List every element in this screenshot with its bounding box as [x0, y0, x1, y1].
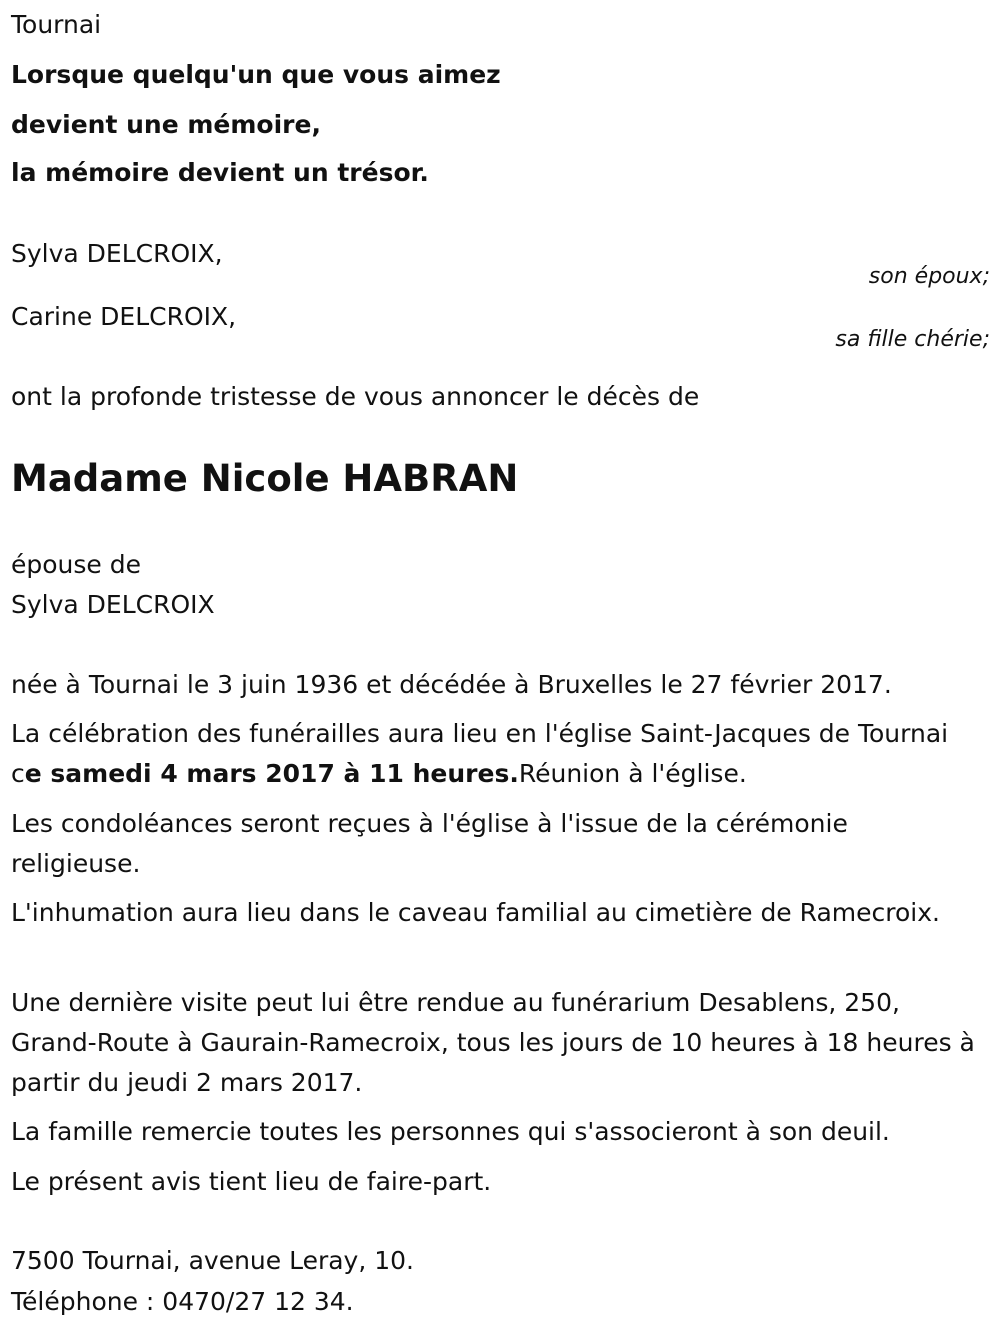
announcement-text: ont la profonde tristesse de vous annoncer le décès de	[11, 382, 700, 411]
family-member-relation-2: sa fille chérie;	[835, 327, 990, 352]
visit-text: Une dernière visite peut lui être rendue au funérarium Desablens, 250, Grand-Route à Gaurain-Ramecroix, tous les jours de 10 heures à 18 heures à partir du jeudi 2 mars 2017.	[11, 988, 975, 1097]
thanks-text: La famille remercie toutes les personnes qui s'associeront à son deuil.	[11, 1117, 890, 1146]
spouse-label: épouse de	[11, 550, 141, 579]
quote-line-2: devient une mémoire,	[11, 110, 321, 139]
spouse-name: Sylva DELCROIX	[11, 590, 215, 619]
quote-line-3: la mémoire devient un trésor.	[11, 158, 429, 187]
deceased-name: Madame Nicole HABRAN	[11, 457, 519, 500]
ceremony-text-end: Réunion à l'église.	[518, 759, 747, 788]
contact-phone: Téléphone : 0470/27 12 34.	[11, 1287, 354, 1316]
family-member-relation-1: son époux;	[868, 264, 990, 289]
birth-death-text: née à Tournai le 3 juin 1936 et décédée à Bruxelles le 27 février 2017.	[11, 670, 892, 699]
quote-line-1: Lorsque quelqu'un que vous aimez	[11, 60, 501, 89]
ceremony-date-time: e samedi 4 mars 2017 à 11 heures.	[24, 759, 519, 788]
city-label: Tournai	[11, 10, 102, 39]
burial-text: L'inhumation aura lieu dans le caveau familial au cimetière de Ramecroix.	[11, 898, 940, 927]
ceremony-text-start: La célébration des funérailles aura lieu en l'église Saint-Jacques de Tournai c	[11, 719, 949, 788]
ceremony-text	[11, 714, 981, 794]
contact-address: 7500 Tournai, avenue Leray, 10.	[11, 1246, 415, 1275]
notice-text: Le présent avis tient lieu de faire-part.	[11, 1167, 492, 1196]
family-member-name-2: Carine DELCROIX,	[11, 302, 237, 331]
family-member-name-1: Sylva DELCROIX,	[11, 239, 223, 268]
condolences-text: Les condoléances seront reçues à l'église à l'issue de la cérémonie religieuse.	[11, 809, 848, 878]
